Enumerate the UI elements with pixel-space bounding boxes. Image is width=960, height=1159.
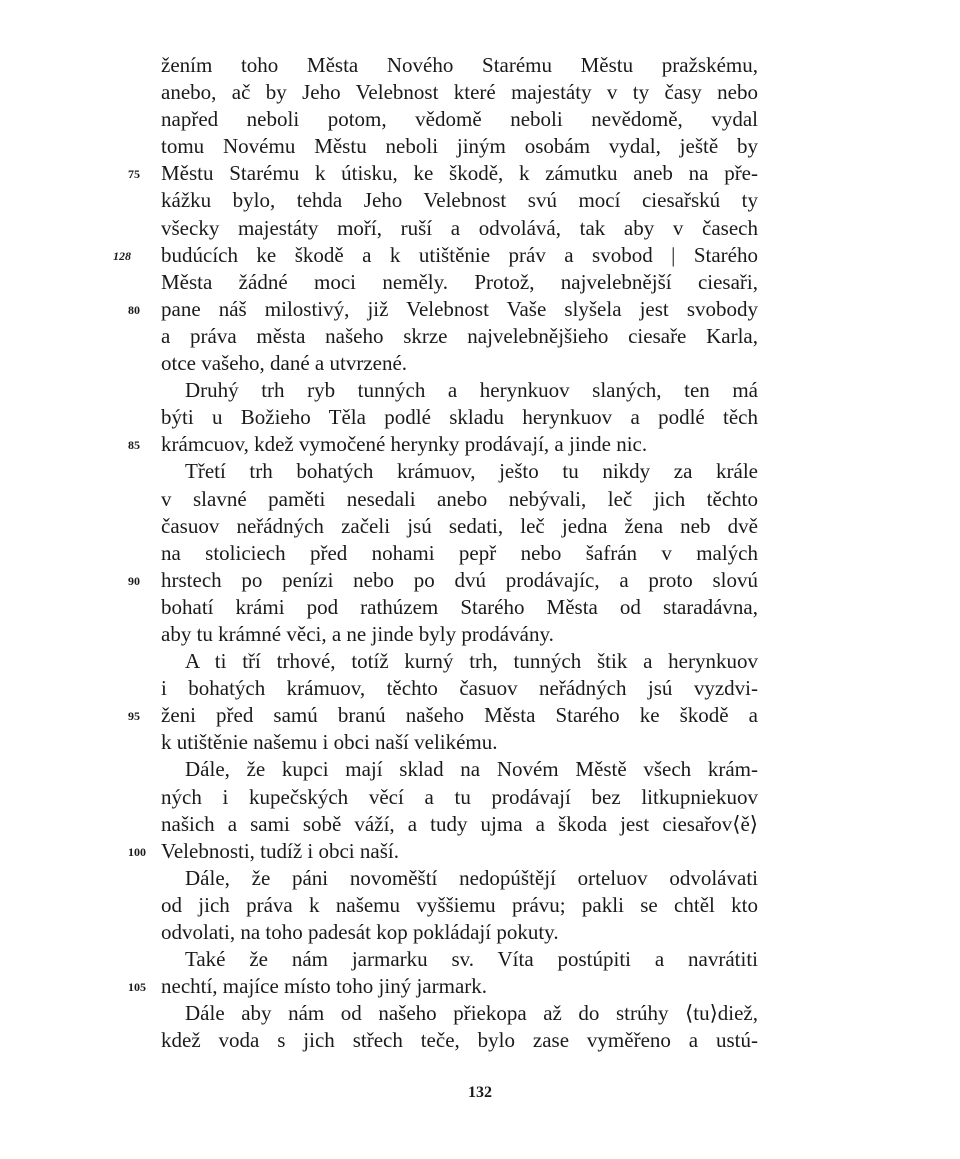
- text-line: [161, 377, 758, 404]
- text-line: [161, 648, 758, 675]
- line-text: kážku bylo, tehda Jeho Velebnost svú mocí ciesařskú ty: [161, 188, 758, 213]
- text-line: [161, 106, 758, 133]
- line-text: a práva města našeho skrze najvelebnějšieho ciesaře Karla,: [161, 323, 758, 348]
- line-text: i bohatých krámuov, těchto časuov neřádných jsú vyzdvi-: [161, 676, 758, 701]
- line-number: 80: [128, 302, 140, 317]
- text-line: [161, 811, 758, 838]
- text-line: [161, 215, 758, 242]
- line-text: aby tu krámné věci, a ne jinde byly prodávány.: [161, 621, 554, 646]
- line-text: všecky majestáty moří, ruší a odvolává, tak aby v časech: [161, 215, 758, 240]
- text-line: [161, 784, 758, 811]
- text-line: [161, 513, 758, 540]
- text-line: [161, 52, 758, 79]
- line-number: 85: [128, 438, 140, 453]
- text-line: [128, 702, 758, 729]
- line-text: Městu Starému k útisku, ke škodě, k zámutku aneb na pře-: [161, 161, 758, 186]
- text-line: [161, 187, 758, 214]
- body-text: [113, 52, 758, 1054]
- text-line: [161, 269, 758, 296]
- line-text: nechtí, majíce místo toho jiný jarmark.: [161, 974, 488, 999]
- line-text: našich a sami sobě váží, a tudy ujma a škoda jest ciesařov⟨ě⟩: [161, 811, 758, 836]
- line-number: 95: [128, 709, 140, 724]
- line-text: Velebnosti, tudíž i obci naší.: [161, 838, 399, 863]
- line-text: k utištěnie našemu i obci naší velikému.: [161, 730, 498, 755]
- line-text: napřed neboli potom, vědomě neboli nevědomě, vydal: [161, 107, 758, 132]
- text-line: [161, 540, 758, 567]
- text-line: [161, 675, 758, 702]
- line-text: tomu Novému Městu neboli jiným osobám vydal, ještě by: [161, 134, 758, 159]
- line-number: 100: [128, 844, 146, 859]
- text-line: [128, 973, 758, 1000]
- text-line: [128, 160, 758, 187]
- line-text: otce vašeho, dané a utvrzené.: [161, 351, 408, 376]
- line-number: 105: [128, 980, 146, 995]
- text-line: [161, 1027, 758, 1054]
- line-text: Města žádné moci neměly. Protož, najvelebnější ciesaři,: [161, 269, 758, 294]
- line-text: krámcuov, kdež vymočené herynky prodávají, a jinde nic.: [161, 432, 648, 457]
- text-line: [161, 458, 758, 485]
- line-text: bohatí krámi pod rathúzem Starého Města od staradávna,: [161, 594, 758, 619]
- line-text: od jich práva k našemu vyššiemu právu; pakli se chtěl kto: [161, 892, 758, 917]
- text-line: [161, 946, 758, 973]
- text-line: [161, 486, 758, 513]
- line-text: v slavné paměti nesedali anebo nebývali, leč jich těchto: [161, 486, 758, 511]
- line-text: na stoliciech před nohami pepř nebo šafrán v malých: [161, 540, 758, 565]
- line-text: Druhý trh ryb tunných a herynkuov slaných, ten má: [185, 378, 758, 403]
- text-line: [161, 79, 758, 106]
- line-text: budúcích ke škodě a k utištěnie práv a svobod | Starého: [161, 242, 758, 267]
- line-text: ženi před samú branú našeho Města Starého ke škodě a: [161, 703, 758, 728]
- line-text: ných i kupečských věcí a tu prodávají bez litkupniekuov: [161, 784, 758, 809]
- text-line: [128, 567, 758, 594]
- line-text: pane náš milostivý, již Velebnost Vaše slyšela jest svobody: [161, 296, 758, 321]
- text-line: [161, 133, 758, 160]
- line-text: A ti tří trhové, totíž kurný trh, tunných štik a herynkuov: [185, 649, 758, 674]
- text-line: [113, 242, 758, 269]
- line-number: 75: [128, 167, 140, 182]
- text-line: [161, 919, 758, 946]
- text-line: [161, 323, 758, 350]
- text-line: [128, 431, 758, 458]
- text-line: [161, 594, 758, 621]
- text-line: [161, 1000, 758, 1027]
- text-line: [161, 865, 758, 892]
- line-text: Dále, že kupci mají sklad na Novém Městě všech krám-: [185, 757, 758, 782]
- line-text: časuov neřádných začeli jsú sedati, leč jedna žena neb dvě: [161, 513, 758, 538]
- line-text: hrstech po penízi nebo po dvú prodávajíc, a proto slovú: [161, 567, 758, 592]
- line-number: 90: [128, 573, 140, 588]
- page-number: 132: [468, 1084, 492, 1101]
- text-line: [128, 838, 758, 865]
- line-text: Dále, že páni novoměští nedopúštějí orteluov odvolávati: [185, 865, 758, 890]
- text-line: [161, 729, 758, 756]
- line-text: anebo, ač by Jeho Velebnost které majestáty v ty časy nebo: [161, 80, 758, 105]
- line-text: býti u Božieho Těla podlé skladu herynkuov a podlé těch: [161, 405, 758, 430]
- line-text: Třetí trh bohatých krámuov, ješto tu nikdy za krále: [185, 459, 758, 484]
- text-line: [161, 892, 758, 919]
- text-line: [161, 621, 758, 648]
- line-text: žením toho Města Nového Starému Městu pražskému,: [161, 53, 758, 77]
- text-line: [161, 404, 758, 431]
- line-text: odvolati, na toho padesát kop pokládají pokuty.: [161, 920, 559, 944]
- text-line: [128, 296, 758, 323]
- line-text: Dále aby nám od našeho přiekopa až do strúhy ⟨tu⟩diež,: [185, 1001, 758, 1026]
- text-line: [161, 756, 758, 783]
- manuscript-folio-marker: 128: [113, 248, 131, 263]
- line-text: Také že nám jarmarku sv. Víta postúpiti a navrátiti: [185, 947, 758, 972]
- text-line: [161, 350, 758, 377]
- line-text: kdež voda s jich střech teče, bylo zase vyměřeno a ustú-: [161, 1028, 758, 1053]
